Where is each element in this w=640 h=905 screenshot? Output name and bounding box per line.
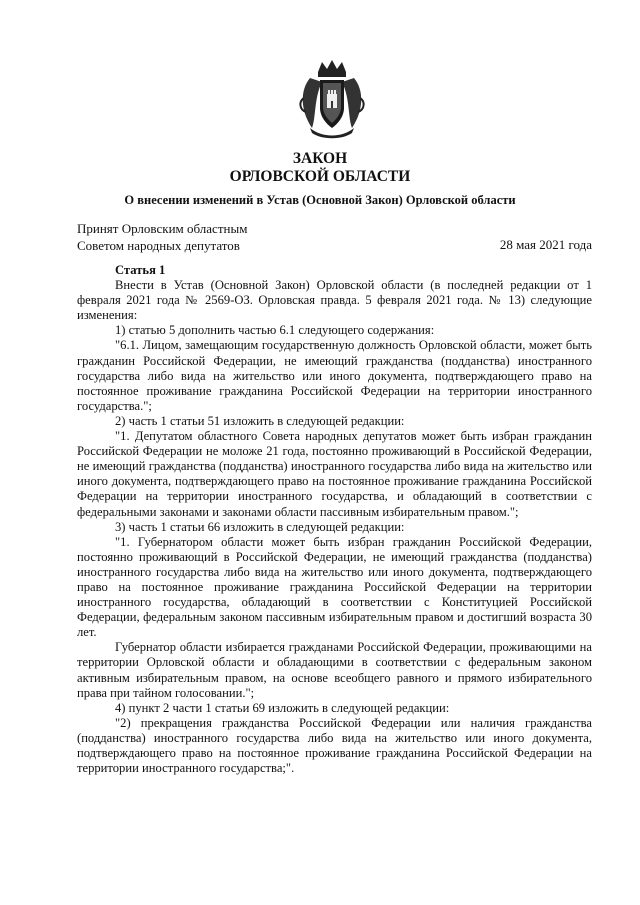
paragraph: 1) статью 5 дополнить частью 6.1 следующего содержания:: [115, 323, 435, 338]
adoption-line-2: Советом народных депутатов: [77, 237, 240, 253]
paragraph: Губернатор области избирается гражданами Российской Федерации, проживающими на территории Орловской области и обладающими в соответствии с федеральным законом активным избирательным правом, на основе всеобщего равного и прямого избирательного права при тайном голосовании.";: [77, 640, 592, 700]
paragraph: 2) часть 1 статьи 51 изложить в следующей редакции:: [115, 413, 405, 428]
coat-of-arms-icon: [296, 58, 368, 140]
adoption-date: 28 мая 2021 года: [499, 237, 592, 252]
paragraph: Внести в Устав (Основной Закон) Орловской области (в последней редакции от 1 февраля 2021 года № 2569-ОЗ. Орловская правда. 5 февраля 2021 года. № 13) следующие изменения:: [77, 278, 592, 323]
article-heading: Статья 1: [115, 263, 166, 277]
adoption-line-1: Принят Орловским областным: [77, 221, 248, 236]
paragraph: 4) пункт 2 части 1 статьи 69 изложить в следующей редакции:: [115, 700, 450, 715]
paragraph: "1. Губернатором области может быть избран гражданин Российской Федерации, постоянно проживающий в Российской Федерации, не имеющий гражданства (подданства) иностранного государства либо вида на жительство или иного документа, подтверждающего право на постоянное проживание гражданина Российской Федерации на территории иностранного государства, обладающий в соответствии с Конституцией Российской Федерации, федеральным законом пассивным избирательным правом и достигший возраста 30 лет.: [77, 534, 592, 640]
region-title: ОРЛОВСКОЙ ОБЛАСТИ: [229, 168, 411, 185]
law-subtitle: О внесении изменений в Устав (Основной Закон) Орловской области: [124, 193, 516, 207]
paragraph: "6.1. Лицом, замещающим государственную должность Орловской области, может быть гражданин Российской Федерации, не имеющий гражданства (подданства) иностранного государства либо вида на жительство или иного документа, подтверждающего право на постоянное проживание гражданина Российской Федерации на территории иностранного государства.";: [77, 338, 592, 413]
law-title: ЗАКОН: [292, 150, 348, 167]
adoption-block: [77, 221, 247, 254]
paragraph: "2) прекращения гражданства Российской Федерации или наличия гражданства (подданства) иностранного государства либо вида на жительство или иного документа, подтверждающего право на постоянное проживание гражданина Российской Федерации на территории иностранного государства;".: [77, 715, 592, 776]
law-body: [77, 263, 592, 776]
paragraph: "1. Депутатом областного Совета народных депутатов может быть избран гражданин Российской Федерации не моложе 21 года, постоянно проживающий в Российской Федерации, не имеющий гражданства (подданства) иностранного государства либо вида на жительство или иного документа, подтверждающего право на постоянное проживание гражданина Российской Федерации на территории иностранного государства, и обладающий в соответствии с федеральными законами и законами области пассивным избирательным правом.";: [77, 429, 592, 519]
paragraph: 3) часть 1 статьи 66 изложить в следующей редакции:: [115, 519, 405, 534]
